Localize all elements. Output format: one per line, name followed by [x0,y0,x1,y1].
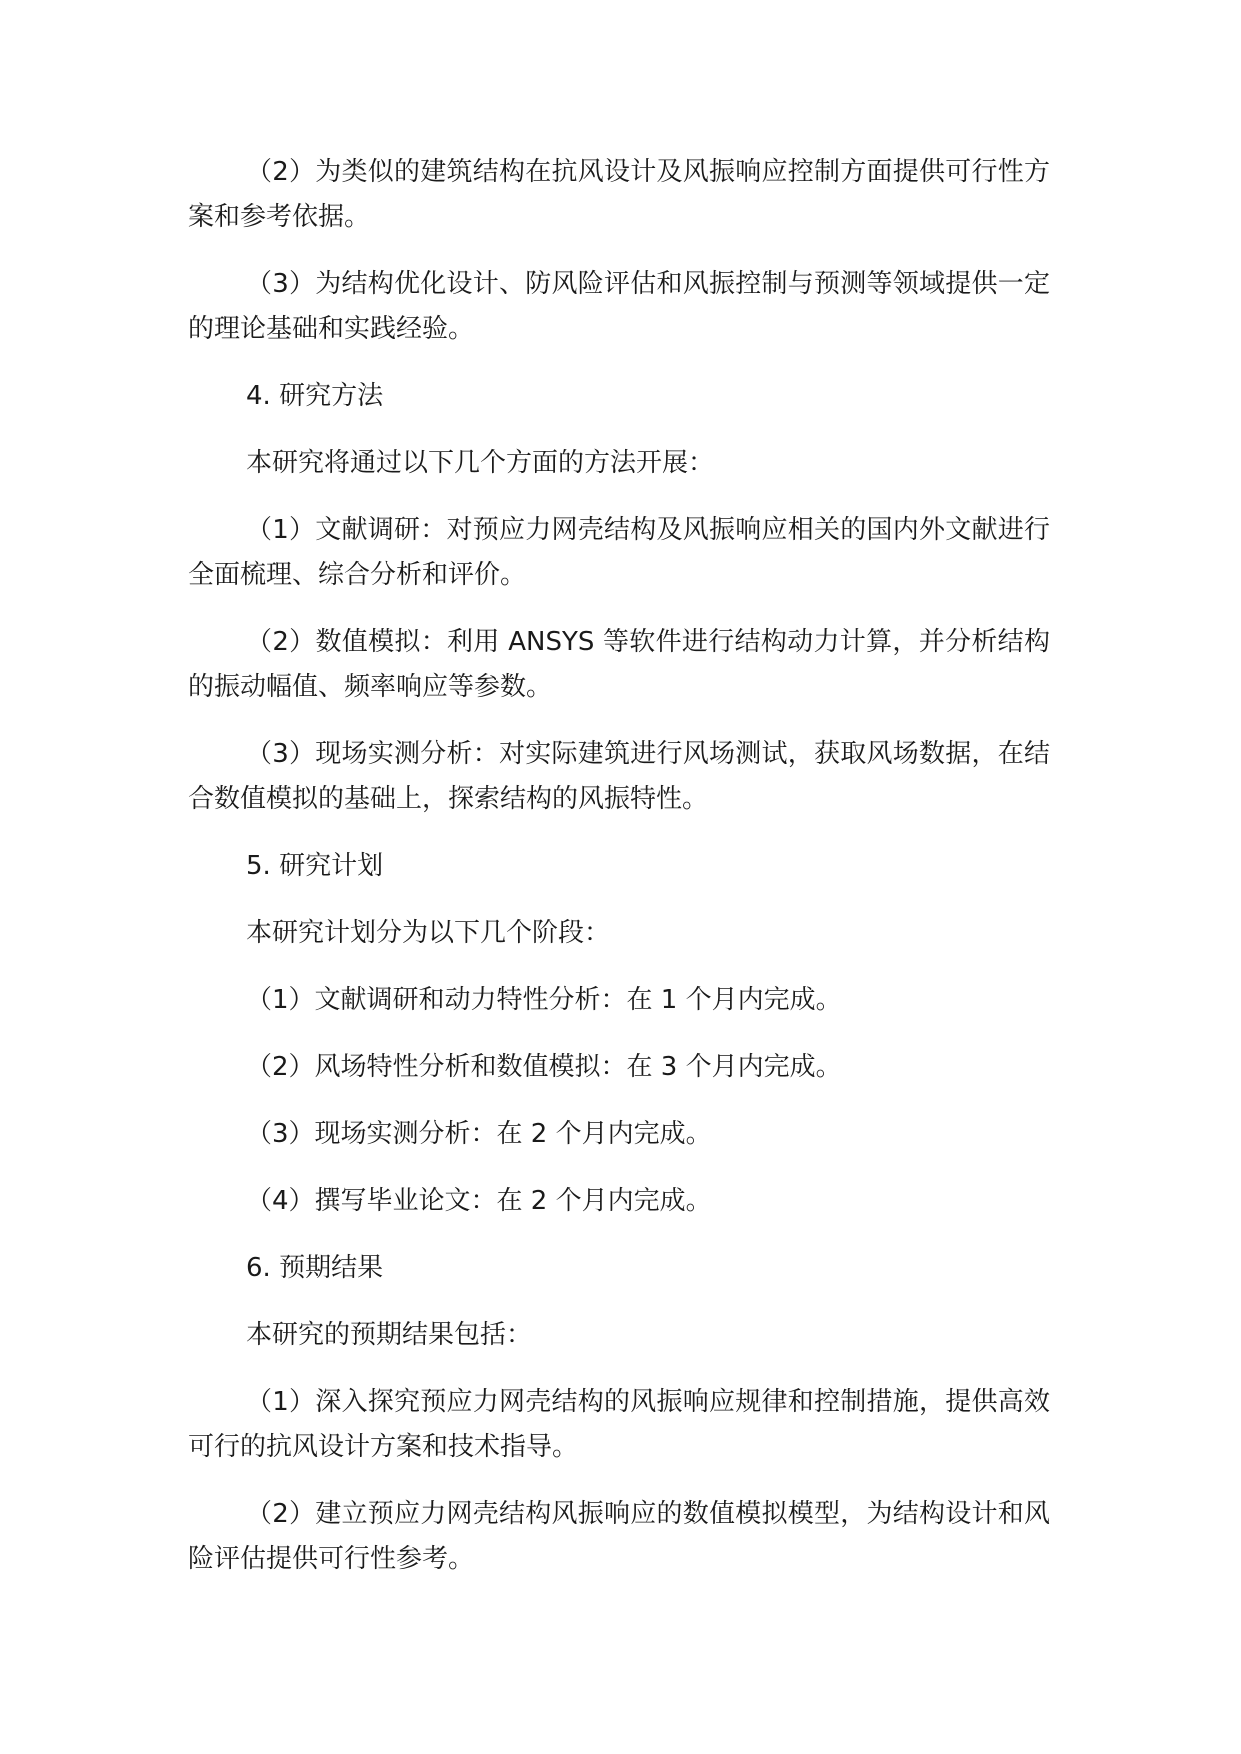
list-item: （3）现场实测分析：在 2 个月内完成。 [246,1119,712,1149]
list-item: （2）风场特性分析和数值模拟：在 3 个月内完成。 [246,1052,842,1082]
paragraph: 本研究计划分为以下几个阶段： [246,918,611,948]
section-heading: 4. 研究方法 [246,381,384,411]
list-item: （2）数值模拟：利用 ANSYS 等软件进行结构动力计算，并分析结构的振动幅值、频率响应等参数。 [188,627,1050,702]
paragraph: 本研究将通过以下几个方面的方法开展： [246,448,715,478]
section-heading: 6. 预期结果 [246,1253,384,1283]
list-item: （2）建立预应力网壳结构风振响应的数值模拟模型，为结构设计和风险评估提供可行性参考。 [188,1499,1050,1574]
list-item: （1）深入探究预应力网壳结构的风振响应规律和控制措施，提供高效可行的抗风设计方案和技术指导。 [188,1387,1050,1462]
list-item: （1）文献调研和动力特性分析：在 1 个月内完成。 [246,985,842,1015]
paragraph: 本研究的预期结果包括： [246,1320,533,1350]
section-heading: 5. 研究计划 [246,851,384,881]
list-item: （2）为类似的建筑结构在抗风设计及风振响应控制方面提供可行性方案和参考依据。 [188,157,1050,232]
document-page [188,150,1050,1604]
list-item: （1）文献调研：对预应力网壳结构及风振响应相关的国内外文献进行全面梳理、综合分析和评价。 [188,515,1050,590]
list-item: （3）现场实测分析：对实际建筑进行风场测试，获取风场数据，在结合数值模拟的基础上，探索结构的风振特性。 [188,739,1050,814]
list-item: （3）为结构优化设计、防风险评估和风振控制与预测等领域提供一定的理论基础和实践经验。 [188,269,1050,344]
list-item: （4）撰写毕业论文：在 2 个月内完成。 [246,1186,712,1216]
